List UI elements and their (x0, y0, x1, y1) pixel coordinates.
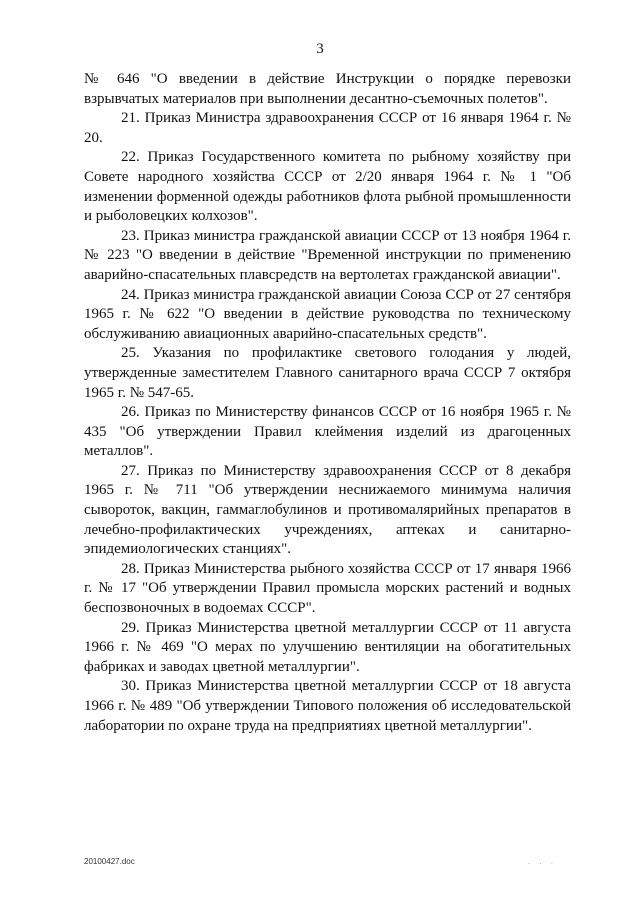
page-number: 3 (316, 41, 324, 57)
list-item-22: 22. Приказ Государственного комитета по рыбному хозяйству при Совете народного хозяйства СССР от 2/20 января 1964 г. № 1 "Об изменении форменной одежды работников флота рыбной промышленности и рыболовецких колхозов". (84, 149, 571, 225)
list-item-23: 23. Приказ министра гражданской авиации СССР от 13 ноября 1964 г. № 223 "О введении в действие "Временной инструкции по применению аварийно-спасательных плавсредств на вертолетах гражданской авиации". (84, 227, 571, 283)
list-item-28: 28. Приказ Министерства рыбного хозяйства СССР от 17 января 1966 г. № 17 "Об утверждении Правил промысла морских растений и водных беспозвоночных в водоемах СССР". (84, 560, 571, 617)
footer-marks: . . . (528, 858, 557, 866)
list-item-21: 21. Приказ Министра здравоохранения СССР от 16 января 1964 г. № 20. (84, 110, 571, 146)
paragraph-continuation: № 646 "О введении в действие Инструкции о порядке перевозки взрывчатых материалов при выполнении десантно-съемочных полетов". (84, 71, 571, 107)
list-item-29: 29. Приказ Министерства цветной металлургии СССР от 11 августа 1966 г. № 469 "О мерах по улучшению вентиляции на обогатительных фабриках и заводах цветной металлургии". (84, 619, 571, 675)
list-item-26: 26. Приказ по Министерству финансов СССР от 16 ноября 1965 г. № 435 "Об утверждении Правил клеймения изделий из драгоценных металлов". (84, 404, 571, 460)
list-item-24: 24. Приказ министра гражданской авиации Союза ССР от 27 сентября 1965 г. № 622 "О введении в действие руководства по техническому обслуживанию авиационных аварийно-спасательных средств". (84, 286, 571, 342)
footer-filename: 20100427.doc (84, 857, 135, 866)
list-item-30: 30. Приказ Министерства цветной металлургии СССР от 18 августа 1966 г. № 489 "Об утверждении Типового положения об исследовательской лаборатории по охране труда на предприятиях цветной металлургии". (84, 678, 571, 734)
list-item-27: 27. Приказ по Министерству здравоохранения СССР от 8 декабря 1965 г. № 711 "Об утверждении неснижаемого минимума наличия сывороток, вакцин, гаммаглобулинов и противомалярийных препаратов в лечебно-профилактических учреждениях, аптеках и санитарно-эпидемиологических станциях". (84, 462, 571, 558)
document-body (84, 70, 571, 736)
list-item-25: 25. Указания по профилактике светового голодания у людей, утвержденные заместителем Главного санитарного врача СССР 7 октября 1965 г. № 547-65. (84, 345, 571, 401)
